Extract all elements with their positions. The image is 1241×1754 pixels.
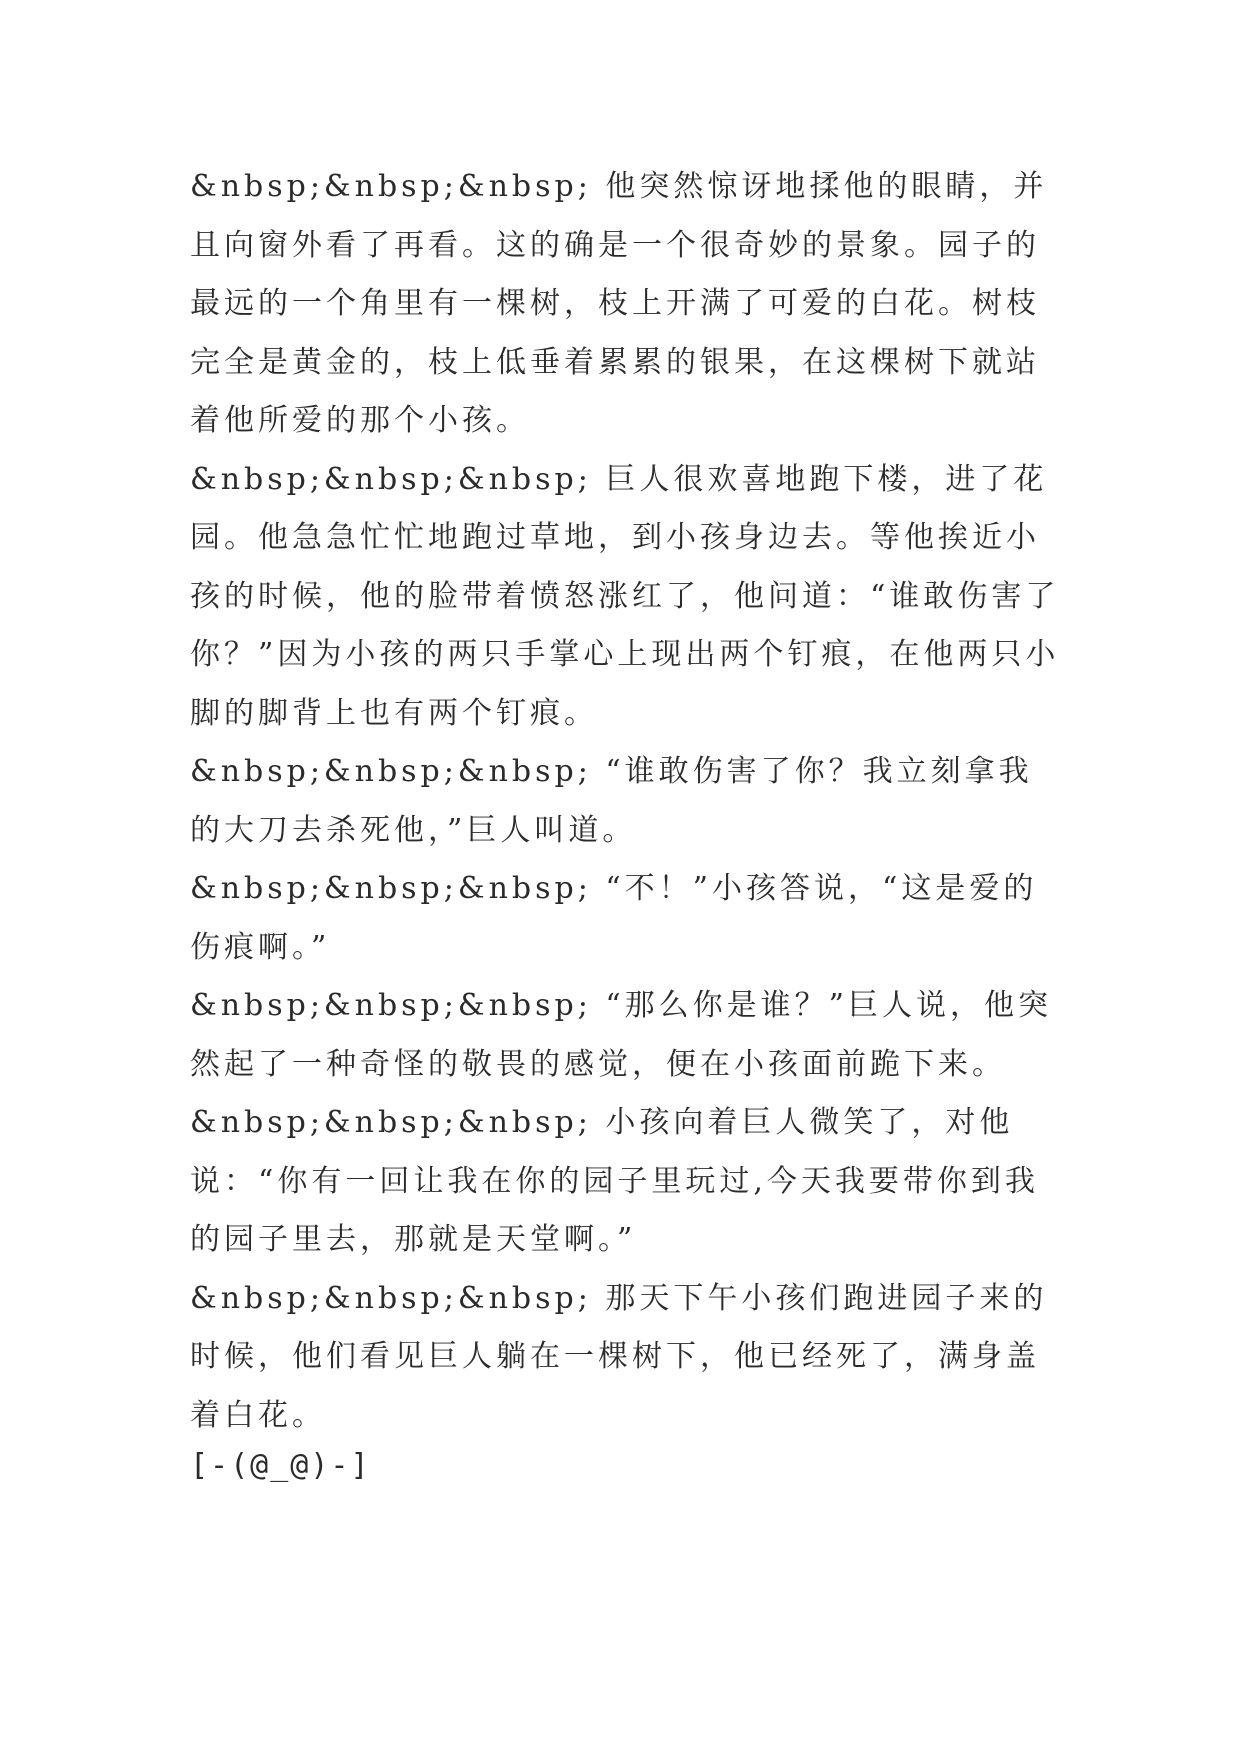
paragraph-7: &nbsp;&nbsp;&nbsp; 那天下午小孩们跑进园子来的时候，他们看见巨人躺在一棵树下，他已经死了，满身盖着白花。 xyxy=(190,1280,1048,1433)
paragraph-4: &nbsp;&nbsp;&nbsp; “不！”小孩答说，“这是爱的伤痕啊。” xyxy=(190,871,1038,965)
paragraph-3: &nbsp;&nbsp;&nbsp; “谁敢伤害了你？我立刻拿我的大刀去杀死他，”巨人叫道。 xyxy=(190,754,1033,848)
paragraph-6: &nbsp;&nbsp;&nbsp; 小孩向着巨人微笑了，对他说：“你有一回让我在你的园子里玩过,今天我要带你到我的园子里去，那就是天堂啊。” xyxy=(190,1105,1039,1257)
paragraph-5: &nbsp;&nbsp;&nbsp; “那么你是谁？”巨人说，他突然起了一种奇怪的敬畏的感觉，便在小孩面前跪下来。 xyxy=(190,988,1053,1082)
paragraph-2: &nbsp;&nbsp;&nbsp; 巨人很欢喜地跑下楼，进了花园。他急急忙忙地跑过草地，到小孩身边去。等他挨近小孩的时候，他的脸带着愤怒涨红了，他问道：“谁敢伤害了你？”因为小孩的两只手掌心上现出两个钉痕，在他两只小脚的脚背上也有两个钉痕。 xyxy=(190,461,1060,731)
footer-emoticon: [-(@_@)-] xyxy=(190,1448,371,1483)
story-text xyxy=(190,158,1060,1445)
paragraph-1: &nbsp;&nbsp;&nbsp; 他突然惊讶地揉他的眼睛，并且向窗外看了再看。这的确是一个很奇妙的景象。园子的最远的一个角里有一棵树，枝上开满了可爱的白花。树枝完全是黄金的，枝上低垂着累累的银果，在这棵树下就站着他所爱的那个小孩。 xyxy=(190,169,1048,438)
